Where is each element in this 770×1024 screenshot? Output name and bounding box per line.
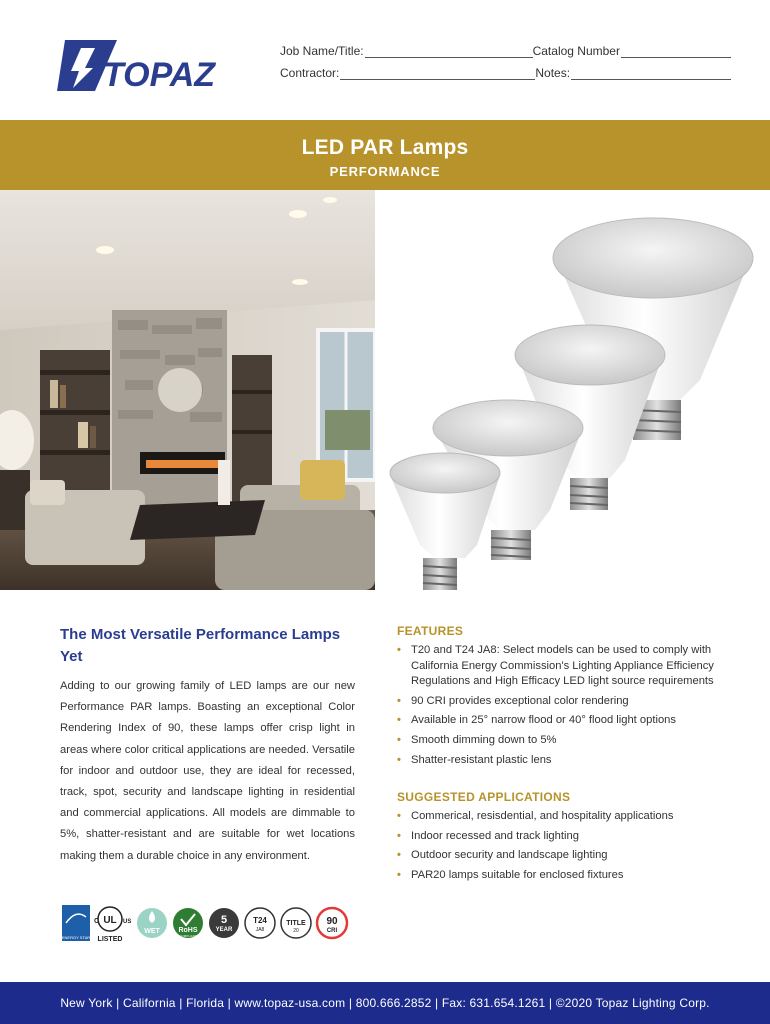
notes-line[interactable] (571, 67, 731, 80)
feature-item: • T20 and T24 JA8: Select models can be used to comply with California Energy Commission's Lighting Appliance Efficiency Regulations and High Efficacy LED light source requirements (397, 643, 732, 690)
logo-wordmark: TOPAZ (103, 56, 216, 93)
job-name-field[interactable] (280, 44, 533, 58)
details-section (397, 624, 732, 888)
rohs-icon (173, 908, 203, 938)
t24-ja8-icon (245, 908, 275, 938)
application-item: • Indoor recessed and track lighting (397, 829, 732, 845)
svg-text:UL: UL (103, 915, 117, 926)
contractor-line[interactable] (340, 67, 535, 80)
feature-item: • 90 CRI provides exceptional color rendering (397, 694, 732, 710)
notes-label: Notes: (535, 66, 571, 80)
product-title: LED PAR Lamps (301, 136, 469, 159)
svg-text:5: 5 (220, 914, 228, 926)
intro-section (60, 624, 355, 867)
living-room-photo (0, 190, 375, 590)
svg-text:T24: T24 (253, 916, 267, 925)
svg-text:LISTED: LISTED (97, 936, 123, 943)
svg-text:TITLE: TITLE (286, 920, 306, 927)
job-info-form (280, 36, 731, 80)
svg-text:RoHS: RoHS (178, 927, 198, 934)
applications-heading: SUGGESTED APPLICATIONS (397, 790, 571, 805)
title-20-icon (281, 908, 311, 938)
cri-90-icon (317, 908, 347, 938)
svg-text:C: C (94, 918, 100, 925)
applications-list (397, 809, 732, 883)
feature-item: • Smooth dimming down to 5% (397, 733, 732, 749)
product-subtitle: PERFORMANCE (329, 164, 441, 179)
features-list (397, 643, 732, 768)
footer-contact: New York | California | Florida | www.topaz-usa.com | 800.666.2852 | Fax: 631.654.1261 | ©2020 Topaz Lighting Corp. (0, 982, 770, 1024)
par-lamps-product-image (385, 200, 770, 595)
job-name-label: Job Name/Title: (280, 44, 364, 58)
topaz-logo (55, 38, 250, 93)
features-heading: FEATURES (397, 624, 464, 638)
svg-text:ENERGY STAR: ENERGY STAR (62, 935, 91, 940)
feature-item: • Shatter-resistant plastic lens (397, 753, 732, 769)
svg-text:YEAR: YEAR (215, 927, 233, 933)
ul-listed-icon (94, 907, 131, 943)
svg-text:90: 90 (326, 916, 338, 927)
feature-item: • Available in 25° narrow flood or 40° flood light options (397, 713, 732, 729)
catalog-label: Catalog Number (532, 44, 620, 58)
svg-text:JA8: JA8 (255, 927, 265, 933)
catalog-line[interactable] (621, 45, 731, 58)
application-item: • PAR20 lamps suitable for enclosed fixtures (397, 868, 732, 884)
title-band (0, 120, 770, 190)
intro-body: Adding to our growing family of LED lamps are our new Performance PAR lamps. Boasting an exceptional Color Rendering Index of 90, these lamps offer crisp light in areas where color critical applications are needed. Versatile for indoor and outdoor use, they are ideal for recessed, track, spot, security and landscape lighting in residential and commercial applications. All models are dimmable to 5%, shatter-resistant and are suitable for wet locations making them a durable choice in any environment. (60, 680, 355, 862)
job-name-line[interactable] (365, 45, 533, 58)
svg-text:WET: WET (144, 928, 160, 935)
wet-location-icon (137, 908, 167, 938)
lamp-par20 (390, 453, 500, 590)
energy-star-icon (62, 905, 90, 941)
catalog-field[interactable] (533, 44, 731, 58)
certification-badges (62, 903, 362, 947)
application-item: • Outdoor security and landscape lighting (397, 848, 732, 864)
five-year-warranty-icon (209, 908, 239, 938)
application-item: • Commerical, resisdential, and hospitality applications (397, 809, 732, 825)
intro-heading: The Most Versatile Performance Lamps Yet (60, 626, 341, 665)
svg-text:US: US (123, 919, 132, 925)
svg-text:20: 20 (293, 928, 299, 934)
svg-text:CRI: CRI (326, 928, 338, 934)
svg-text:COMPLIANT: COMPLIANT (179, 934, 197, 938)
notes-field[interactable] (535, 66, 731, 80)
contractor-label: Contractor: (280, 66, 340, 80)
contractor-field[interactable] (280, 66, 535, 80)
